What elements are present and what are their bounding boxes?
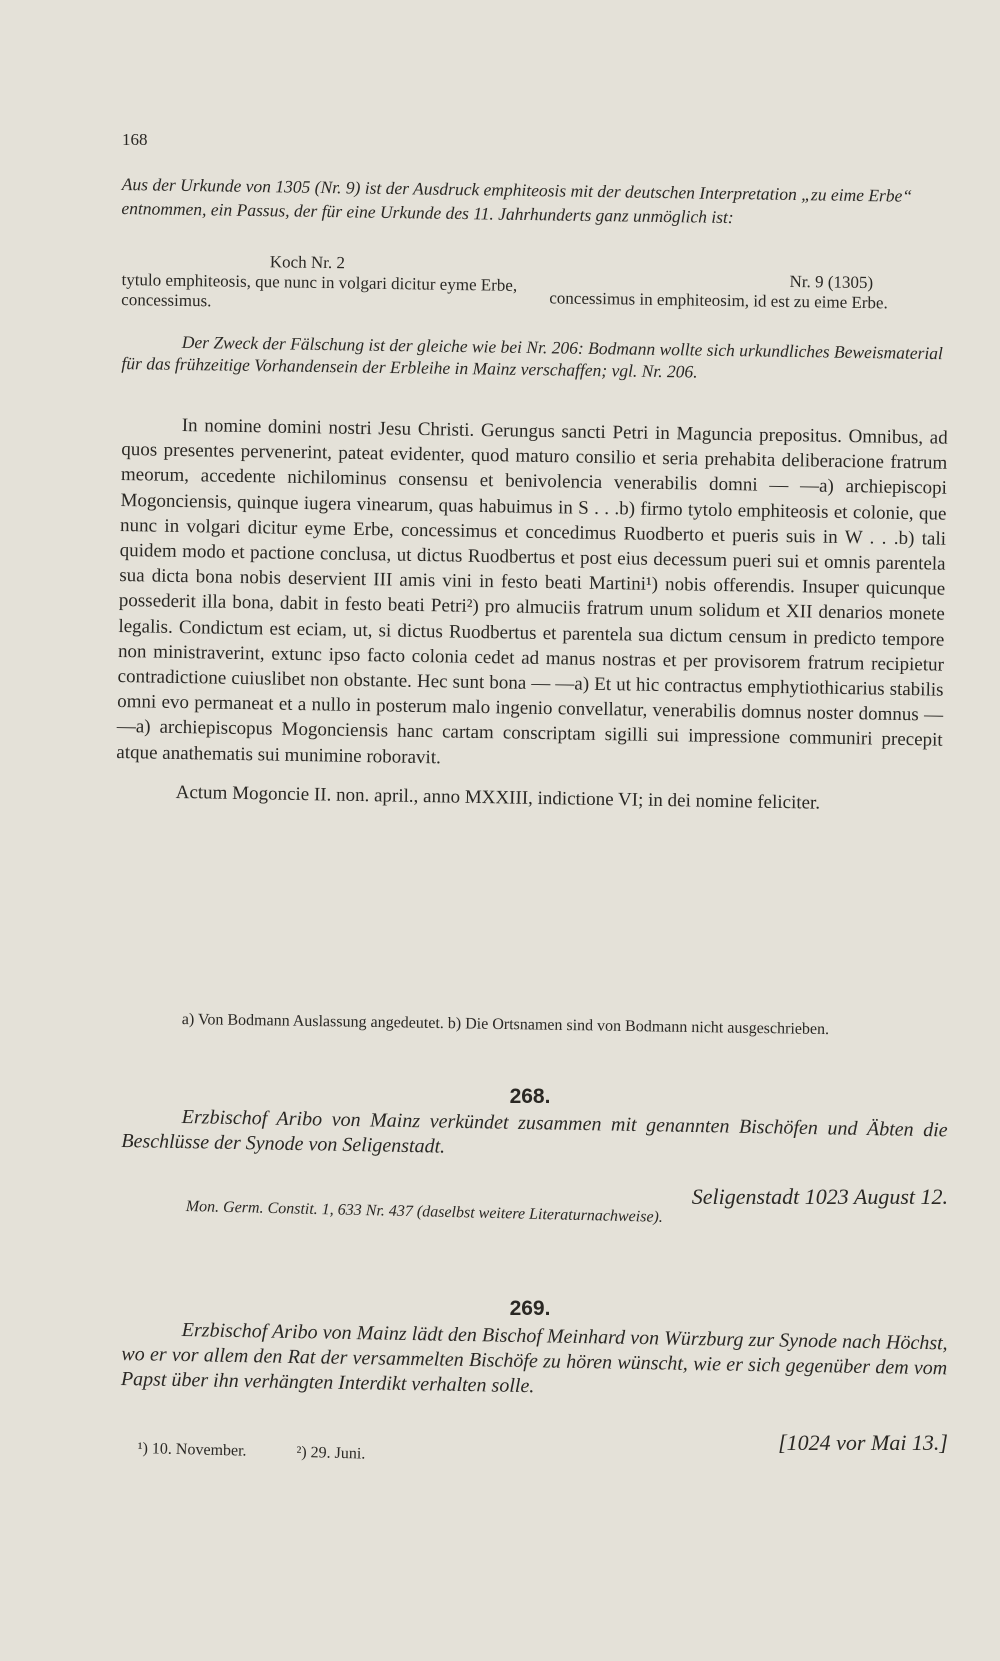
comparison-left-text: tytulo emphiteosis, que nunc in volgari dicitur eyme Erbe, concessimus. [121, 269, 518, 311]
entry-269-number: 269. [509, 1297, 551, 1320]
entry-268-date: Seligenstadt 1023 August 12. [691, 1184, 948, 1209]
charter-text [115, 412, 947, 818]
comparison-left-heading: Koch Nr. 2 [269, 252, 346, 273]
footnote-2: ²) 29. Juni. [296, 1443, 366, 1463]
page-number: 168 [122, 130, 148, 149]
comparison-left-column [121, 250, 547, 316]
entry-268-regest: Erzbischof Aribo von Mainz verkündet zusammen mit genannten Bischöfen und Äbten die Beschlüsse der Synode von Seligenstadt. [121, 1106, 948, 1158]
intro-commentary [121, 172, 950, 232]
entry-269-date: [1024 vor Mai 13.] [778, 1430, 948, 1455]
entry-268-source: Mon. Germ. Constit. 1, 633 Nr. 437 (daselbst weitere Literaturnachweise). [185, 1198, 664, 1226]
footnotes-dates [138, 1440, 412, 1465]
footnote-1: ¹) 10. November. [137, 1440, 247, 1460]
comparison-columns [121, 250, 950, 313]
charter-paragraph-main: In nomine domini nostri Jesu Christi. Gerungus sancti Petri in Maguncia prepositus. Omnibus, ad quos presentes pervenerint, pateat evidenter, quod maturo consilio et seria prehabita deliberacione fratrum meorum, accedente nichilominus consensu et benivolencia venerabilis domni — —a) archiepiscopi Mogonciensis, quinque iugera vinearum, quas habuimus in S . . .b) firmo tytolo emphiteosis et colonie, que nunc in volgari dicitur eyme Erbe, concessimus et concedimus Ruodberto et pueris suis in W . . .b) tali quidem modo et pactione conclusa, ut dictus Ruodbertus et post eius decessum pueri sui et omnis parentela sua dicta bona nobis deservient III amis vini in festo beati Martini¹) nobis offerendis. Insuper quicunque possederit illa bona, dabit in festo beati Petri²) pro almuciis fratrum unum solidum et XII denarios monete legalis. Condictum est eciam, ut, si dictus Ruodbertus et parentela sua dictum censum in predicto tempore non ministraverint, extunc ipso facto colonia cedet ad manus nostras et per provisorem fratrum recipietur contradictione cuiuslibet non obstante. Hec sunt bona — —a) Et ut hic contractus emphytiothicarius stabilis omni evo permaneat et a nullo in posterum malo ingenio convellatur, venerabilis domnus noster domnus — —a) archiepiscopus Mogonciensis hanc cartam conscriptam sigilli sui impressione communiri precepit atque anathematis sui munimine roboravit. [116, 414, 948, 768]
comparison-right-text: concessimus in emphiteosim, id est zu eime Erbe. [549, 288, 888, 313]
entry-268-number: 268. [509, 1085, 551, 1108]
forgery-note: Der Zweck der Fälschung ist der gleiche wie bei Nr. 206: Bodmann wollte sich urkundliches Beweismaterial für das frühzeitige Vorhandensein der Erbleihe in Mainz verschaffen; vgl. Nr. 206. [121, 331, 944, 382]
comparison-right-column [549, 256, 950, 314]
intro-text: Aus der Urkunde von 1305 (Nr. 9) ist der Ausdruck emphiteosis mit der deutschen Interpretation „zu eime Erbe“ entnommen, ein Passus, der für eine Urkunde des 11. Jahrhunderts ganz unmöglich ist: [121, 173, 913, 228]
charter-paragraph-actum: Actum Mogoncie II. non. april., anno MXXIII, indictione VI; in dei nomine feliciter. [175, 781, 821, 814]
entry-269-regest: Erzbischof Aribo von Mainz lädt den Bischof Meinhard von Würzburg zur Synode nach Höchst, wo er vor allem den Rat der versammelten Bischöfe zu hören wünscht, wie er sich gegenüber dem vom Papst über ihn verhängten Interdikt verhalten solle. [120, 1319, 948, 1398]
footnote-ab: a) Von Bodmann Auslassung angedeutet. b) Die Ortsnamen sind von Bodmann nicht ausgeschrieben. [181, 1010, 830, 1039]
comparison-right-heading: Nr. 9 (1305) [789, 271, 874, 293]
